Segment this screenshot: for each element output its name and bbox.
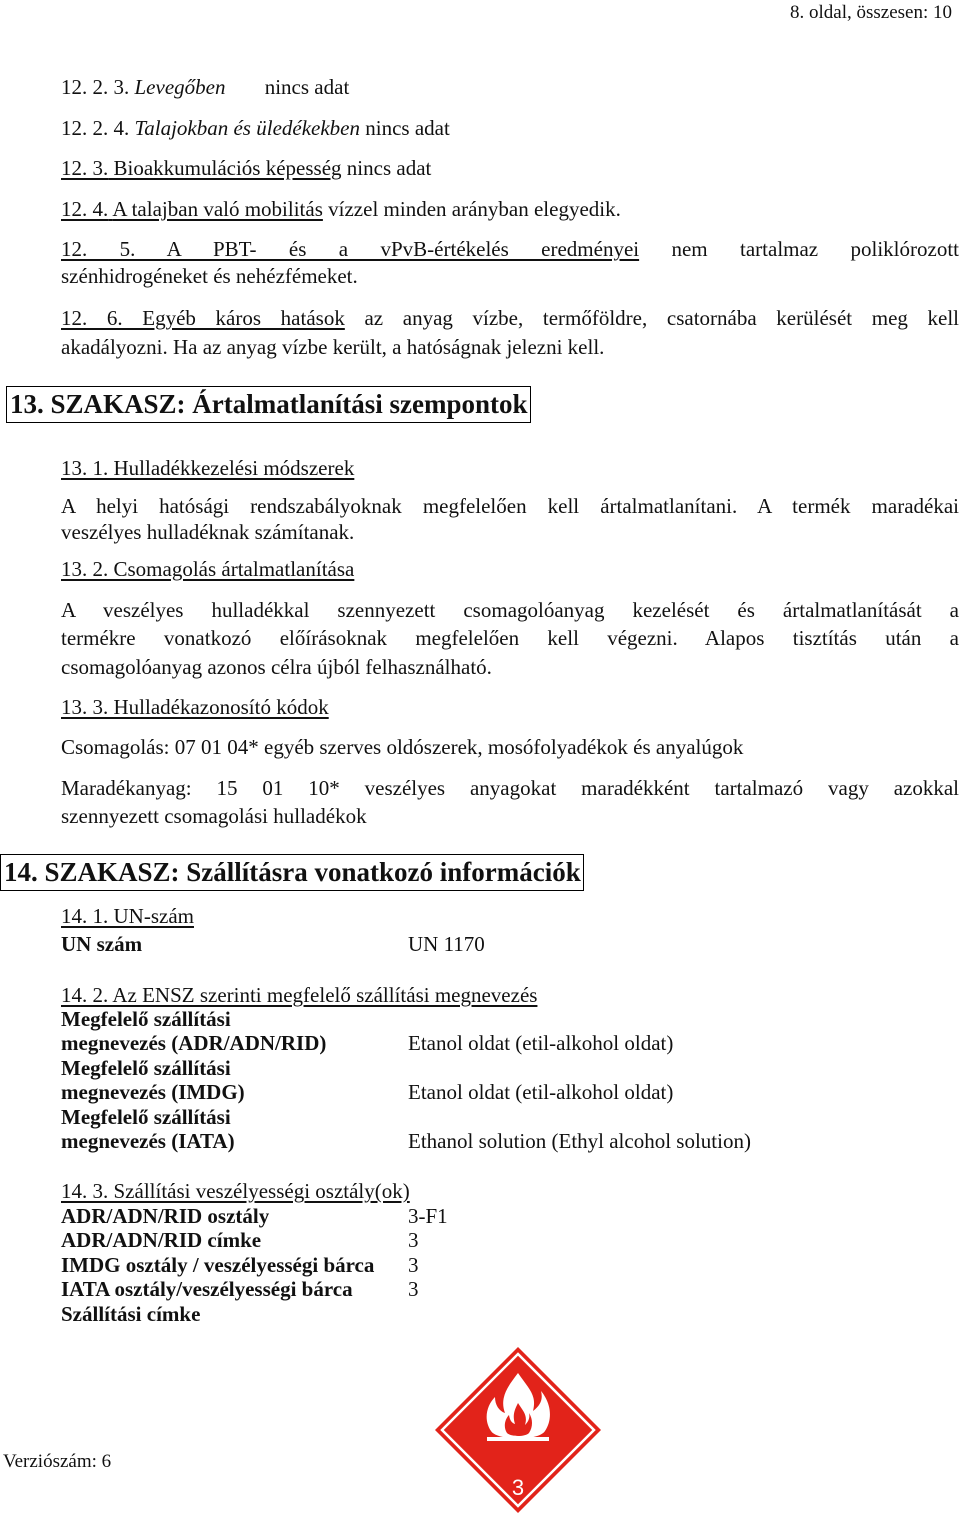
paragraph-13-2-line2: termékre vonatkozó előírásoknak megfelelően kell végezni. Alapos tisztítás után a <box>61 626 959 650</box>
item-heading: 12. 6. Egyéb káros hatások <box>61 306 345 330</box>
item-12-3 <box>61 155 431 181</box>
item-12-6-line2: akadályozni. Ha az anyag vízbe került, a hatóságnak jelezni kell. <box>61 335 605 359</box>
name-row-imdg-value: Etanol oldat (etil-alkohol oldat) <box>408 1080 674 1104</box>
name-row-iata-label2: megnevezés (IATA) <box>61 1129 235 1153</box>
class-row-value: 3 <box>408 1228 419 1252</box>
class-row-value: 3 <box>408 1277 419 1301</box>
class-row-label: ADR/ADN/RID osztály <box>61 1204 270 1228</box>
item-heading: 12. 4. A talajban való mobilitás <box>61 197 323 221</box>
class-row-value: 3-F1 <box>408 1204 448 1228</box>
paragraph-residue-code-line2: szennyezett csomagolási hulladékok <box>61 804 367 828</box>
item-heading: 12. 5. A PBT- és a vPvB-értékelés eredményei <box>61 237 640 261</box>
class-row-label: IATA osztály/veszélyességi bárca <box>61 1277 353 1301</box>
page-indicator: 8. oldal, összesen: 10 <box>789 2 952 23</box>
name-row-imdg-label2: megnevezés (IMDG) <box>61 1080 245 1104</box>
subheading-14-1: 14. 1. UN-szám <box>61 904 194 928</box>
name-row-adr-label2: megnevezés (ADR/ADN/RID) <box>61 1031 327 1055</box>
item-12-5-line2: szénhidrogéneket és nehézfémeket. <box>61 264 358 288</box>
subheading-14-3: 14. 3. Szállítási veszélyességi osztály(ok) <box>61 1179 410 1203</box>
paragraph-13-2-line1: A veszélyes hulladékkal szennyezett csomagolóanyag kezelését és ártalmatlanítását a <box>61 598 959 622</box>
item-title: Levegőben <box>134 75 226 99</box>
item-12-4 <box>61 196 621 222</box>
paragraph-13-1-line1: A helyi hatósági rendszabályoknak megfelelően kell ártalmatlanítani. A termék maradékai <box>61 494 959 518</box>
paragraph-13-2-line3: csomagolóanyag azonos célra újból felhasználható. <box>61 655 492 679</box>
paragraph-packaging-code: Csomagolás: 07 01 04* egyéb szerves oldószerek, mosófolyadékok és anyalúgok <box>61 735 744 759</box>
item-text: nem tartalmaz poliklórozott <box>671 237 959 261</box>
subheading-13-3: 13. 3. Hulladékazonosító kódok <box>61 695 329 719</box>
paragraph-residue-code-line1: Maradékanyag: 15 01 10* veszélyes anyagokat maradékként tartalmazó vagy azokkal <box>61 776 959 800</box>
item-heading: 12. 3. Bioakkumulációs képesség <box>61 156 342 180</box>
item-12-6-line1 <box>61 305 959 331</box>
name-row-iata-label1: Megfelelő szállítási <box>61 1105 231 1129</box>
section-14-heading: 14. SZAKASZ: Szállításra vonatkozó információk <box>0 854 584 891</box>
item-number: 12. 2. 3. <box>61 75 130 99</box>
class-row-value: 3 <box>408 1253 419 1277</box>
un-number-label: UN szám <box>61 932 143 956</box>
item-value: nincs adat <box>264 75 350 99</box>
version-number: Verziószám: 6 <box>3 1451 112 1472</box>
item-value: nincs adat <box>346 156 432 180</box>
class-row-label: Szállítási címke <box>61 1302 201 1326</box>
subheading-14-2: 14. 2. Az ENSZ szerinti megfelelő szállítási megnevezés <box>61 983 538 1007</box>
item-number: 12. 2. 4. <box>61 116 130 140</box>
item-value: nincs adat <box>365 116 450 140</box>
placard-class-number: 3 <box>511 1475 525 1500</box>
item-12-2-3 <box>61 74 349 100</box>
subheading-13-1: 13. 1. Hulladékkezelési módszerek <box>61 456 355 480</box>
item-12-2-4 <box>61 115 450 141</box>
section-13-heading: 13. SZAKASZ: Ártalmatlanítási szempontok <box>6 386 531 423</box>
flammable-liquid-placard-icon <box>433 1345 603 1515</box>
subheading-13-2: 13. 2. Csomagolás ártalmatlanítása <box>61 557 355 581</box>
name-row-imdg-label1: Megfelelő szállítási <box>61 1056 231 1080</box>
name-row-adr-value: Etanol oldat (etil-alkohol oldat) <box>408 1031 674 1055</box>
name-row-iata-value: Ethanol solution (Ethyl alcohol solution) <box>408 1129 751 1153</box>
un-number-value: UN 1170 <box>408 932 485 956</box>
item-text: az anyag vízbe, termőföldre, csatornába kerülését meg kell <box>364 306 960 330</box>
name-row-adr-label1: Megfelelő szállítási <box>61 1007 231 1031</box>
item-value: vízzel minden arányban elegyedik. <box>328 197 621 221</box>
class-row-label: IMDG osztály / veszélyességi bárca <box>61 1253 375 1277</box>
item-title: Talajokban és üledékekben <box>134 116 360 140</box>
paragraph-13-1-line2: veszélyes hulladéknak számítanak. <box>61 520 355 544</box>
class-row-label: ADR/ADN/RID címke <box>61 1228 262 1252</box>
item-12-5-line1 <box>61 236 959 262</box>
